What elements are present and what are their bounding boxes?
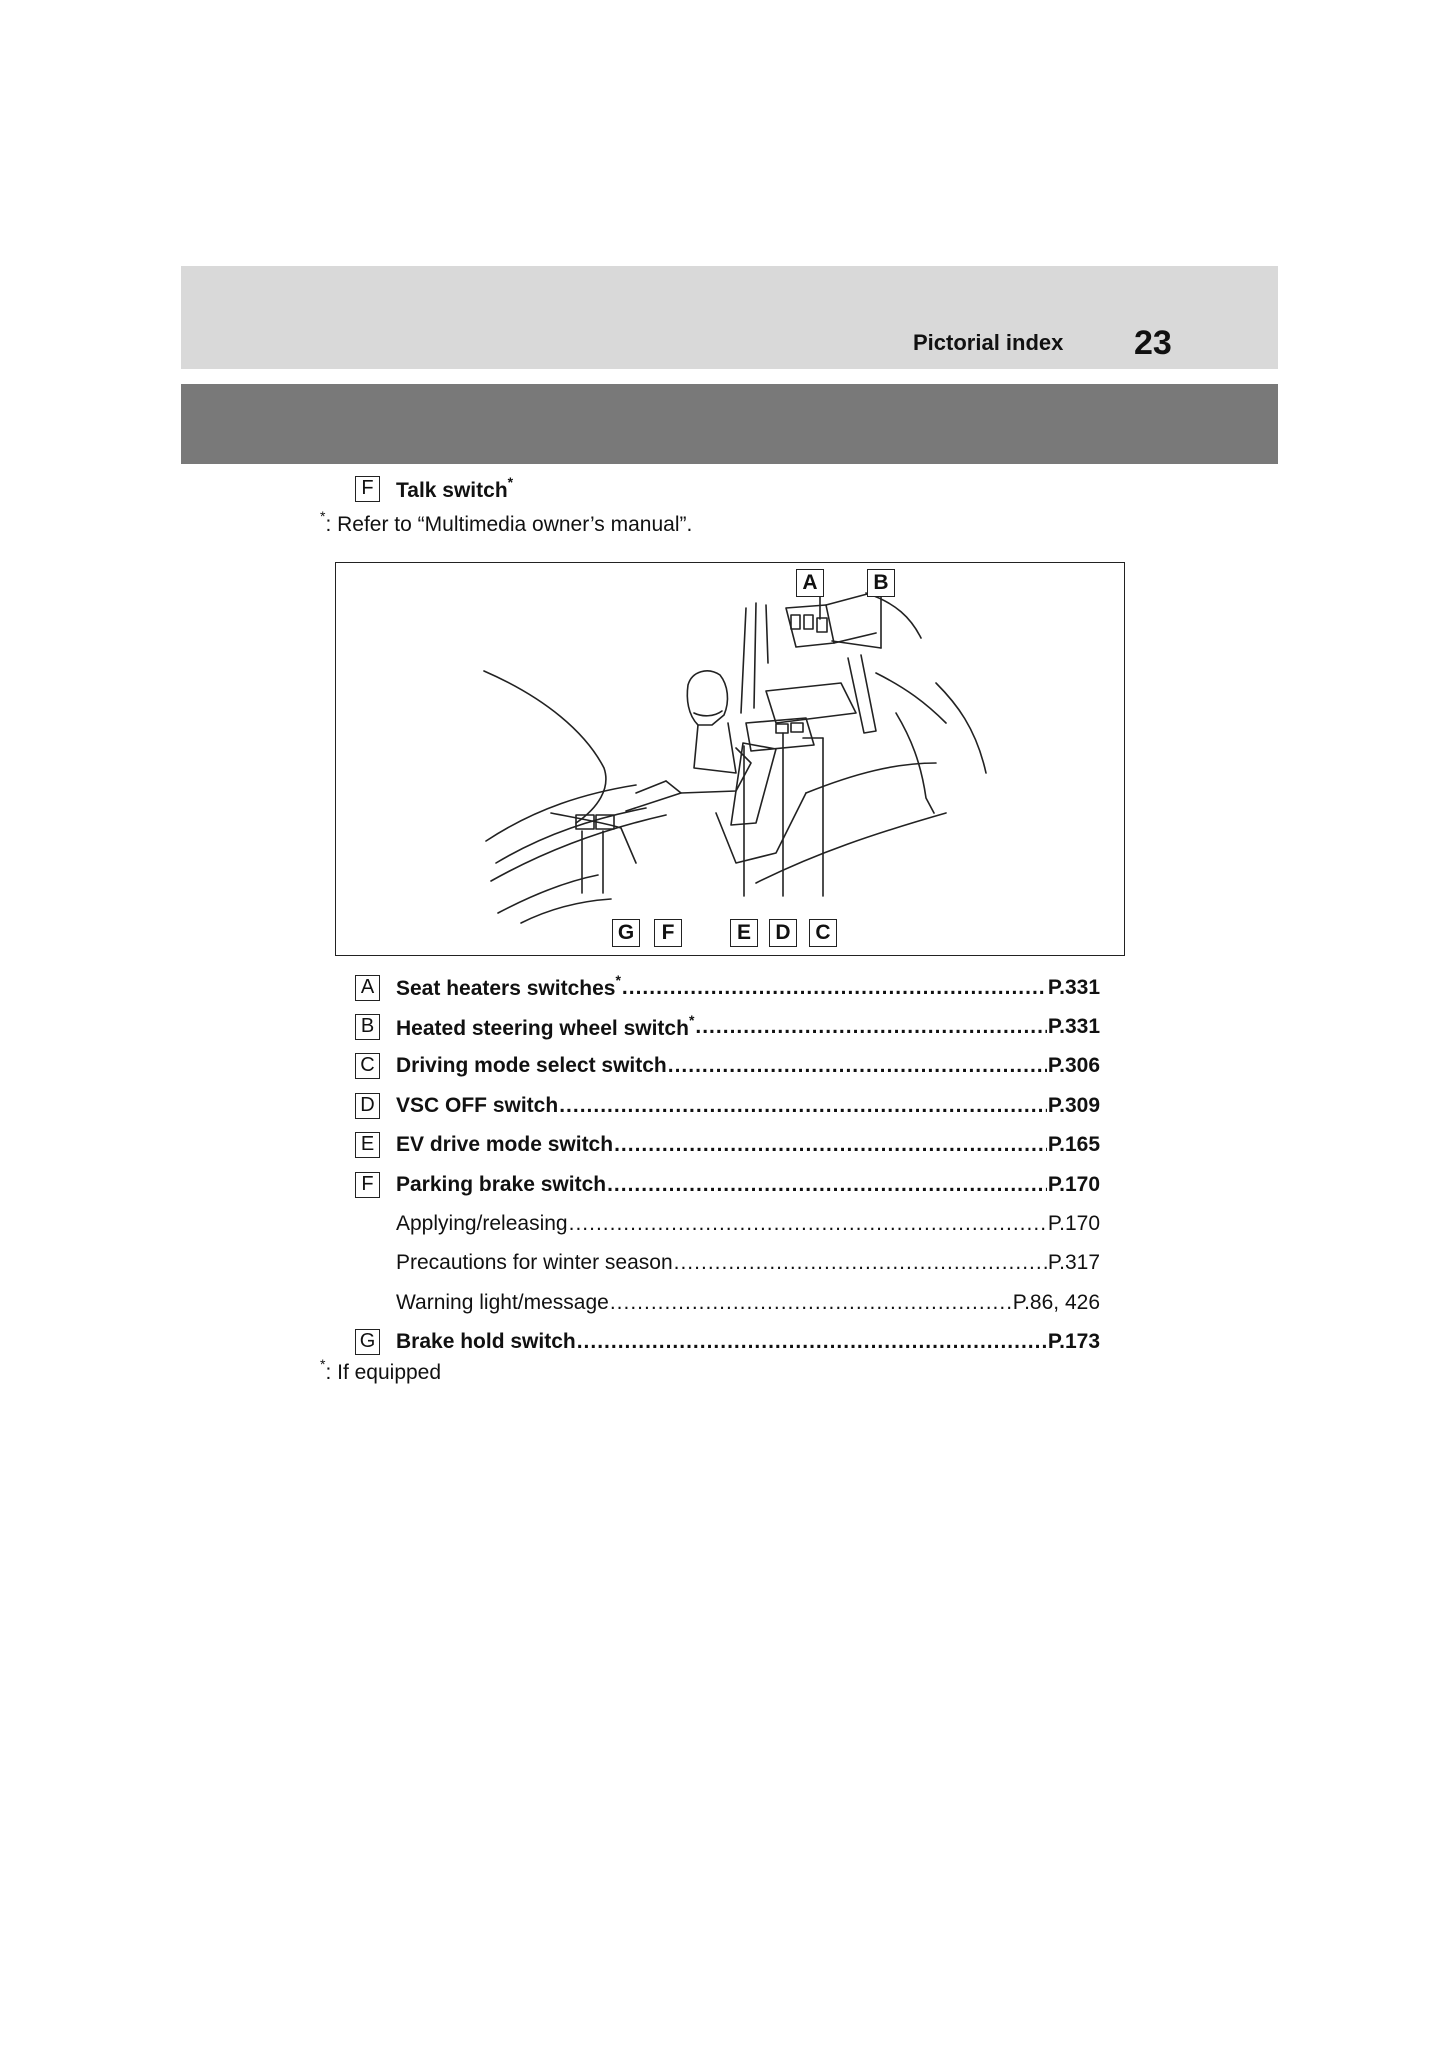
entry-name (396, 974, 621, 1001)
footnote-marker: * (320, 1356, 326, 1372)
talk-switch-entry (355, 474, 513, 504)
leader-dots (577, 1330, 1047, 1354)
entry-letter: C (355, 1053, 380, 1079)
console-storage-slot (731, 743, 776, 825)
entry-page-ref[interactable]: P.331 (1047, 975, 1100, 999)
entry-letter: G (355, 1329, 380, 1355)
multimedia-note-text: : Refer to “Multimedia owner’s manual”. (325, 513, 693, 536)
shift-boot (694, 723, 736, 773)
index-list (355, 968, 1100, 1362)
talk-switch-text: Talk switch (396, 478, 508, 502)
dash-panel-lines (741, 603, 768, 713)
callout-f: F (654, 919, 682, 947)
callout-d: D (769, 919, 797, 947)
seat-heater-button-left (791, 615, 800, 629)
index-entry-heated-steering-wheel[interactable] (355, 1007, 1100, 1046)
leader-dots (559, 1094, 1047, 1118)
shift-knob-band (694, 711, 722, 716)
entry-page-ref[interactable]: P.170 (1047, 1172, 1100, 1196)
leader-dots (622, 976, 1047, 1000)
center-console-illustration (335, 562, 1125, 956)
entry-name: Brake hold switch (396, 1330, 576, 1354)
section-title: Pictorial index (913, 330, 1064, 355)
shift-knob (687, 671, 727, 725)
console-tray (766, 683, 856, 723)
console-base-line (756, 813, 946, 883)
footnote-text: : If equipped (325, 1361, 442, 1384)
footnote (320, 1358, 441, 1385)
seat-outline (484, 671, 606, 823)
console-pillar (848, 655, 876, 733)
entry-name: Driving mode select switch (396, 1054, 667, 1078)
leader-b-diag (832, 641, 881, 648)
index-entry-parking-brake[interactable] (355, 1165, 1100, 1204)
console-side-curve (876, 673, 946, 723)
callout-b: B (867, 569, 895, 597)
seat-heater-button-right (804, 615, 813, 629)
callout-g: G (612, 919, 640, 947)
entry-letter: E (355, 1132, 380, 1158)
callout-c: C (809, 919, 837, 947)
entry-name-text: Seat heaters switches (396, 977, 616, 1001)
talk-switch-marker: * (507, 473, 514, 490)
entry-marker: * (615, 972, 621, 989)
console-lower-curve (806, 763, 936, 793)
leader-dots (607, 1173, 1047, 1197)
talk-switch-letter: F (355, 476, 380, 502)
entry-name: Warning light/message (396, 1290, 609, 1314)
page-number: 23 (1134, 324, 1172, 362)
leader-dots (610, 1291, 1012, 1315)
entry-name: Precautions for winter season (396, 1251, 673, 1275)
console-drawing (336, 563, 1123, 954)
callout-a: A (796, 569, 824, 597)
entry-page-ref[interactable]: P.165 (1047, 1133, 1100, 1157)
multimedia-note (320, 510, 692, 537)
header-band (181, 384, 1278, 464)
leader-dots (674, 1251, 1047, 1275)
index-entry-vsc-off[interactable] (355, 1086, 1100, 1125)
leader-dots (614, 1133, 1047, 1157)
heated-wheel-button (817, 618, 827, 632)
talk-switch-label (396, 473, 514, 503)
entry-page-ref[interactable]: P.317 (1047, 1251, 1100, 1275)
leader-dots (569, 1212, 1047, 1236)
dash-upper-line (826, 593, 876, 643)
entry-name: VSC OFF switch (396, 1093, 559, 1117)
cupholder-rim-2 (521, 899, 611, 923)
entry-letter: F (355, 1172, 380, 1198)
entry-page-ref[interactable]: P.86, 426 (1012, 1290, 1100, 1314)
index-subentry-warning-light[interactable] (355, 1283, 1100, 1322)
index-subentry-applying-releasing[interactable] (355, 1204, 1100, 1243)
entry-letter: B (355, 1014, 380, 1040)
entry-name: Parking brake switch (396, 1172, 607, 1196)
vsc-off-button (776, 724, 788, 733)
entry-letter: D (355, 1093, 380, 1119)
entry-page-ref[interactable]: P.173 (1047, 1330, 1100, 1354)
index-entry-ev-drive-mode[interactable] (355, 1126, 1100, 1165)
entry-marker: * (688, 1011, 695, 1028)
index-entry-driving-mode[interactable] (355, 1047, 1100, 1086)
index-subentry-winter-precautions[interactable] (355, 1244, 1100, 1283)
entry-name-text: Heated steering wheel switch (396, 1016, 689, 1040)
callout-e: E (730, 919, 758, 947)
door-panel-line (486, 785, 636, 841)
entry-name: EV drive mode switch (396, 1133, 614, 1157)
entry-page-ref[interactable]: P.170 (1047, 1212, 1100, 1236)
header-top-bar (181, 266, 1278, 369)
leader-dots (695, 1015, 1046, 1039)
entry-page-ref[interactable]: P.331 (1047, 1015, 1100, 1039)
index-entry-seat-heaters[interactable] (355, 968, 1100, 1007)
drive-mode-button (791, 723, 803, 732)
entry-page-ref[interactable]: P.309 (1047, 1093, 1100, 1117)
entry-letter: A (355, 975, 380, 1001)
entry-name (396, 1011, 695, 1041)
cupholder-rim (498, 875, 598, 913)
index-entry-brake-hold[interactable] (355, 1323, 1100, 1362)
multimedia-note-marker: * (320, 508, 326, 524)
entry-name: Applying/releasing (396, 1212, 568, 1236)
entry-page-ref[interactable]: P.306 (1047, 1054, 1100, 1078)
dash-curve (866, 593, 921, 638)
leader-dots (668, 1054, 1047, 1078)
console-right-edge (936, 683, 986, 773)
